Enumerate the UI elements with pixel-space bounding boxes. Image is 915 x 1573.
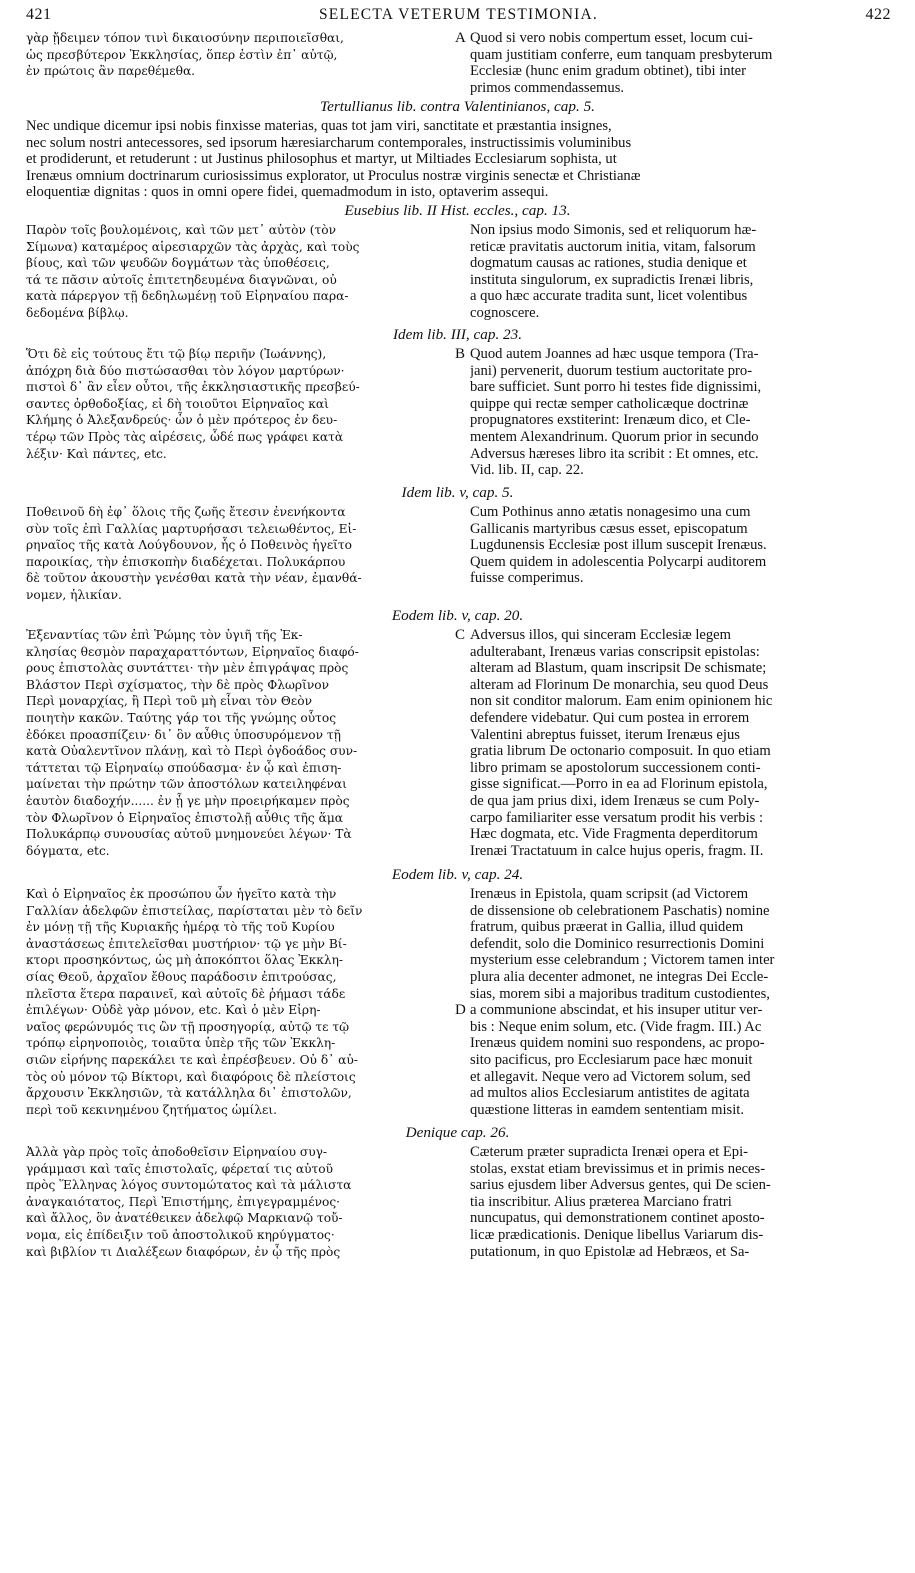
greek-line: τέρῳ τῶν Πρὸς τὰς αἱρέσεις, ὧδέ πως γράφει κατὰ xyxy=(26,429,344,444)
section-heading-eodem-5-20: Eodem lib. v, cap. 20. xyxy=(391,607,524,624)
latin-line: ad multos alios Ecclesiarum antistites de agitata xyxy=(470,1085,750,1102)
latin-line: Irenæus omnium doctrinarum curiosissimus explorator, ut Proculus nostræ virginis senectæ et Christianæ xyxy=(26,167,641,184)
greek-line: πιστοὶ δ᾽ ἂν εἶεν οὗτοι, τῆς ἐκκλησιαστικῆς πρεσβεύ- xyxy=(26,380,360,395)
greek-line: γράμμασι καὶ ταῖς ἐπιστολαῖς, φέρεταί τις αὐτοῦ xyxy=(26,1161,334,1176)
latin-column xyxy=(470,222,894,322)
greek-line: ρους ἐπιστολὰς συντάττει· τὴν μὲν ἐπιγράψας πρὸς xyxy=(26,661,349,676)
latin-line: nec solum nostri antecessores, sed ipsorum hæresiarcharum contemporales, instructissimis voluminibus xyxy=(26,134,632,151)
latin-line: sito pacificus, pro Ecclesiarum pace hæc monuit xyxy=(470,1051,753,1068)
greek-column xyxy=(26,886,454,1118)
greek-line: ἄρχουσιν Ἐκκλησιῶν, τὰ κατάλληλα δι᾽ ἐπιστολῶν, xyxy=(26,1086,352,1101)
greek-line: βίους, καὶ τῶν ψευδῶν δογμάτων τὰς ὑποθέσεις, xyxy=(26,256,330,271)
greek-line: ἀπόχρη διὰ δύο πιστώσασθαι τὸν λόγον μαρτύρων· xyxy=(26,363,345,378)
greek-line: ἐπιλέγων· Οὐδὲ γὰρ μόνον, etc. Καὶ ὁ μὲν Εἰρη- xyxy=(26,1003,321,1018)
latin-line: putationum, in quo Epistolæ ad Hebræos, et Sa- xyxy=(470,1243,750,1260)
greek-line: Περὶ μοναρχίας, ἢ Περὶ τοῦ μὴ εἶναι τὸν Θεὸν xyxy=(26,694,312,709)
greek-line: περὶ τοῦ κεκινημένου ζητήματος ὡμίλει. xyxy=(26,1102,278,1117)
latin-line: bis : Neque enim solum, etc. (Vide fragm. III.) Ac xyxy=(470,1018,762,1035)
latin-line: Ecclesiæ (hunc enim gradum obtinet), tibi inter xyxy=(470,63,746,80)
running-title: SELECTA VETERUM TESTIMONIA. xyxy=(318,6,598,23)
greek-line: Παρὸν τοῖς βουλομένοις, καὶ τῶν μετ᾽ αὐτὸν (τὸν xyxy=(26,223,337,237)
latin-line: cognoscere. xyxy=(470,304,540,321)
latin-line: de qua jam prius dixi, idem Irenæus se cum Poly- xyxy=(470,792,760,809)
latin-line: propugnatores exstiterint: Irenæum dico, et Cle- xyxy=(470,412,751,429)
latin-line: gratia librum De octonario composuit. In quo etiam xyxy=(470,743,771,760)
latin-line: non sit conditor malorum. Eam enim opinionem hic xyxy=(470,693,773,710)
greek-line: ναῖος φερώνυμός τις ὢν τῇ προσηγορίᾳ, αὐτῷ τε τῷ xyxy=(26,1019,350,1034)
greek-line: δόγματα, etc. xyxy=(26,843,110,858)
latin-column xyxy=(470,886,894,1118)
latin-line: et allegavit. Neque vero ad Victorem solum, sed xyxy=(470,1068,751,1085)
latin-line: quam justitiam conferre, eum tanquam presbyterum xyxy=(470,46,773,63)
latin-line: Gallicanis martyribus cæsus esset, episcopatum xyxy=(470,520,748,537)
greek-line: καὶ ἄλλος, ὃν ἀνατέθεικεν ἀδελφῷ Μαρκιανῷ τοὔ- xyxy=(26,1211,343,1226)
latin-line: defendere videbatur. Qui cum postea in errorem xyxy=(470,709,750,726)
latin-line: carpo familiariter esse versatum prodit his verbis : xyxy=(470,809,764,826)
greek-line: κλησίας θεσμὸν παραχαραττόντων, Εἰρηναῖος διαφό- xyxy=(26,644,359,659)
latin-line: Irenæus quidem nomini suo respondens, ac propo- xyxy=(470,1035,765,1052)
latin-line: Quod si vero nobis compertum esset, locum cui- xyxy=(470,30,753,46)
greek-line: ἐδόκει προασπίζειν· δι᾽ ὃν αὖθις ὑποσυρόμενον τῇ xyxy=(26,727,341,742)
latin-line: adulterabant, Irenæus varias conscripsit epistolas: xyxy=(470,643,760,660)
greek-line: νομεν, ἡλικίαν. xyxy=(26,587,122,602)
latin-line: primos commendassemus. xyxy=(470,79,625,96)
latin-line: Irenæus in Epistola, quam scripsit (ad Victorem xyxy=(470,886,749,902)
intro-greek-column xyxy=(26,30,454,80)
greek-line: καὶ βιβλίον τι Διαλέξεων διαφόρων, ἐν ᾧ τῆς πρὸς xyxy=(26,1244,341,1259)
greek-line: Ποθεινοῦ δὴ ἐφ᾽ ὅλοις τῆς ζωῆς ἔτεσιν ἐνενήκοντα xyxy=(26,505,346,519)
greek-line: ποιητὴν κακῶν. Ταύτης γάρ τοι τῆς γνώμης οὗτος xyxy=(26,710,337,725)
latin-line: quæstione litteras in eamdem sententiam misit. xyxy=(470,1101,744,1118)
margin-letter-b: B xyxy=(455,346,466,362)
greek-line: Κλήμης ὁ Ἀλεξανδρεύς· ὧν ὁ μὲν πρότερος ἐν δευ- xyxy=(26,413,338,428)
latin-line: Quod autem Joannes ad hæc usque tempora (Tra- xyxy=(470,346,759,362)
latin-line: Vid. lib. II, cap. 22. xyxy=(470,462,584,479)
greek-line: τὸν Φλωρῖνον ὁ Εἰρηναῖος ἐπιστολῇ αὖθις τῆς ἅμα xyxy=(26,810,344,825)
greek-line: σὺν τοῖς ἐπὶ Γαλλίας μαρτυρήσασι τελειωθέντος, Εἰ- xyxy=(26,521,357,536)
greek-line: σιῶν εἰρήνης παρεκάλει τε καὶ ἐπρέσβευεν. Οὐ δ᾽ αὐ- xyxy=(26,1052,358,1067)
greek-line: δεδομένα βίβλῳ. xyxy=(26,305,129,320)
margin-letter-d: D xyxy=(455,1002,466,1018)
latin-line: eloquentiæ dignitas : quos in omni opere fidei, quemadmodum in isto, optaverim assequi. xyxy=(26,184,549,201)
latin-line: Cum Pothinus anno ætatis nonagesimo una cum xyxy=(470,504,751,520)
latin-line: et prodiderunt, et retuderunt : ut Justinus philosophus et martyr, ut Miltiades Ecclesiarum sophista, ut xyxy=(26,151,617,168)
greek-line: τρόπῳ εἰρηνοποιὸς, τοιαῦτα ὑπὲρ τῆς τῶν Ἐκκλη- xyxy=(26,1036,336,1051)
greek-line: ρηναῖος τῆς κατὰ Λούγδουνον, ἧς ὁ Ποθεινὸς ἡγεῖτο xyxy=(26,538,352,553)
latin-line: sarius ejusdem liber Adversus gentes, qui De scien- xyxy=(470,1177,771,1194)
greek-line: ἐν μόνῃ τῇ τῆς Κυριακῆς ἡμέρᾳ τὸ τῆς τοῦ Κυρίου xyxy=(26,920,335,935)
greek-line: παροικίας, τὴν ἐπισκοπὴν διαδέχεται. Πολυκάρπου xyxy=(26,554,346,569)
latin-column xyxy=(470,346,894,479)
latin-line: Valentini abreptus fuisset, iterum Irenæus ejus xyxy=(470,726,740,743)
latin-line: licæ prædicationis. Denique libellus Variarum dis- xyxy=(470,1226,764,1243)
greek-line: Ὅτι δὲ εἰς τούτους ἔτι τῷ βίῳ περιῆν (Ἰωάννης), xyxy=(26,347,327,361)
section-heading-tertullian: Tertullianus lib. contra Valentinianos, cap. 5. xyxy=(320,98,595,115)
greek-line: κτορι προσηκόντως, ὡς μὴ ἀποκόπτοι ὅλας Ἐκκλη- xyxy=(26,953,344,968)
greek-line: ἑαυτὸν διαδοχήν...... ἐν ᾗ γε μὴν προειρήκαμεν πρὸς xyxy=(26,793,350,808)
section-heading-denique-26: Denique cap. 26. xyxy=(405,1124,510,1141)
greek-column xyxy=(26,627,454,859)
latin-line: mentem Alexandrinum. Quorum prior in secundo xyxy=(470,428,759,445)
greek-line: τὸς οὐ μόνον τῷ Βίκτορι, καὶ διαφόροις δὲ πλείστοις xyxy=(26,1069,356,1084)
latin-line: sias, morem sibi a majoribus traditum custodientes, xyxy=(470,985,770,1002)
margin-letter-c: C xyxy=(455,627,466,643)
tertullian-paragraph xyxy=(26,118,894,201)
section-heading-idem-3-23: Idem lib. III, cap. 23. xyxy=(392,326,523,343)
latin-line: reticæ pravitatis auctorum initia, vitam, falsorum xyxy=(470,238,756,255)
greek-line: μαίνεται τὴν πρώτην τῶν ἀποστόλων κατειληφέναι xyxy=(26,777,347,792)
section-heading-idem-5-5: Idem lib. v, cap. 5. xyxy=(401,484,514,501)
latin-line: Adversus illos, qui sinceram Ecclesiæ legem xyxy=(470,627,732,643)
latin-line: alteram ad Blastum, quam inscripsit De schismate; xyxy=(470,660,767,677)
latin-line: fratrum, quibus præerat in Gallia, illud quidem xyxy=(470,919,744,936)
latin-line: tia inscribitur. Alius præterea Marciano fratri xyxy=(470,1193,732,1210)
greek-line: κατὰ πάρεργον τῇ δεδηλωμένῃ τοῦ Εἰρηναίου παρα- xyxy=(26,289,349,304)
greek-line: σαντες ὀρθοδοξίας, εἰ δὴ τοιοῦτοι Εἰρηναῖος καὶ xyxy=(26,396,329,411)
greek-line: δὲ τοῦτον ἀκουστὴν γενέσθαι κατὰ τὴν νέαν, ἐμανθά- xyxy=(26,571,362,586)
latin-line: defendit, solo die Dominico resurrectionis Domini xyxy=(470,935,765,952)
greek-line: κατὰ Οὐαλεντῖνον πλάνῃ, καὶ τὸ Περὶ ὀγδοάδος συν- xyxy=(26,744,358,759)
latin-column xyxy=(470,1144,894,1260)
greek-column xyxy=(26,1144,454,1260)
greek-line: ἀναγκαιότατος, Περὶ Ἐπιστήμης, ἐπιγεγραμμένος· xyxy=(26,1194,341,1209)
greek-line: Καὶ ὁ Εἰρηναῖος ἐκ προσώπου ὧν ἡγεῖτο κατὰ τὴν xyxy=(26,887,337,901)
latin-line: a quo hæc accurate tradita sunt, licet volentibus xyxy=(470,288,748,305)
greek-line: Βλάστον Περὶ σχίσματος, τὴν δὲ πρὸς Φλωρῖνον xyxy=(26,677,330,692)
latin-line: Hæc dogmata, etc. Vide Fragmenta deperditorum xyxy=(470,826,758,843)
greek-line: Σίμωνα) καταμέρος αἱρεσιαρχῶν τὰς ἀρχὰς, καὶ τοὺς xyxy=(26,239,360,254)
greek-line: πρὸς Ἕλληνας λόγος συντομώτατος καὶ τὰ μάλιστα xyxy=(26,1178,352,1193)
greek-column xyxy=(26,504,454,604)
intro-latin-column xyxy=(470,30,894,96)
greek-line: νομα, εἰς ἐπίδειξιν τοῦ ἀποστολικοῦ κηρύγματος· xyxy=(26,1227,335,1242)
latin-line: Lugdunensis Ecclesiæ post illum suscepit Irenæus. xyxy=(470,537,767,554)
greek-line: ἀναστάσεως ἐπιτελεῖσθαι μυστήριον· τῷ γε μὴν Βί- xyxy=(26,936,347,951)
greek-line: τά τε πᾶσιν αὐτοῖς ἐπιτετηδευμένα διαγνῶναι, οὐ xyxy=(26,272,337,287)
running-header xyxy=(26,6,891,28)
latin-line: libro primam se apostolorum successionem conti- xyxy=(470,759,761,776)
latin-line: Irenæi Tractatuum in calce hujus operis, fragm. II. xyxy=(470,842,764,859)
latin-line: Nec undique dicemur ipsi nobis finxisse materias, quas tot jam viri, sanctitate et præstantia insignes, xyxy=(26,118,612,134)
latin-line: instituta singulorum, ex supradictis Irenæi libris, xyxy=(470,271,754,288)
latin-line: quippe qui rectæ semper catholicæque doctrinæ xyxy=(470,395,749,412)
page-number-left: 421 xyxy=(26,6,52,23)
latin-line: gisse significat.—Porro in ea ad Florinum epistola, xyxy=(470,776,768,793)
latin-line: de dissensione ob celebrationem Paschatis) nomine xyxy=(470,902,770,919)
latin-line: mysterium esse celebrandum ; Victorem tamen inter xyxy=(470,952,775,969)
greek-column xyxy=(26,346,454,462)
latin-line: jani) pervenerit, duorum testium auctoritate pro- xyxy=(470,362,753,379)
latin-line: bare sufficiet. Sunt porro hi testes fide dignissimi, xyxy=(470,379,762,396)
latin-line: plura alia decenter admonet, ne integras Dei Eccle- xyxy=(470,968,769,985)
greek-line: Γαλλίαν ἀδελφῶν ἐπιστείλας, παρίσταται μὲν τὸ δεῖν xyxy=(26,903,363,918)
margin-letter-a: A xyxy=(455,30,466,46)
greek-line: λέξιν· Καὶ πάντες, etc. xyxy=(26,446,167,461)
page-number-right: 422 xyxy=(865,6,891,23)
latin-line: a communione abscindat, et his insuper utitur ver- xyxy=(470,1002,763,1019)
greek-line: Πολυκάρπῳ συνουσίας αὐτοῦ μνημονεύει λέγων· Τὰ xyxy=(26,827,352,842)
latin-line: dogmatum causas ac rationes, studia denique et xyxy=(470,255,747,272)
greek-line: γὰρ ᾔδειμεν τόπον τινὶ δικαιοσύνην περιποιεῖσθαι, xyxy=(26,31,344,45)
latin-line: nuncupatus, qui demonstrationem continet aposto- xyxy=(470,1210,765,1227)
greek-column xyxy=(26,222,454,322)
greek-line: Ἐξεναντίας τῶν ἐπὶ Ῥώμης τὸν ὑγιῆ τῆς Ἐκ- xyxy=(26,628,303,642)
section-heading-eusebius-2-13: Eusebius lib. II Hist. eccles., cap. 13. xyxy=(344,202,571,219)
section-heading-eodem-5-24: Eodem lib. v, cap. 24. xyxy=(391,866,524,883)
greek-line: σίας Θεοῦ, ἀρχαῖον ἔθους παράδοσιν ἐπιτρούσας, xyxy=(26,969,337,984)
greek-line: τάττεται τῷ Εἰρηναίῳ σπούδασμα· ἐν ᾧ καὶ ἐπιση- xyxy=(26,760,342,775)
greek-line: ἐν πρώτοις ἂν παρεθέμεθα. xyxy=(26,64,196,79)
latin-line: Cæterum præter supradicta Irenæi opera et Epi- xyxy=(470,1144,749,1160)
greek-line: Ἀλλὰ γὰρ πρὸς τοῖς ἀποδοθεῖσιν Εἰρηναίου συγ- xyxy=(26,1145,328,1159)
latin-line: Non ipsius modo Simonis, sed et reliquorum hæ- xyxy=(470,222,757,238)
greek-line: ὡς πρεσβύτερον Ἐκκλησίας, ὅπερ ἐστὶν ἐπ᾽ αὐτῷ, xyxy=(26,47,338,62)
latin-line it: Adversus hæreses libro ita scribit : Et omnes, etc. xyxy=(470,445,759,462)
latin-line: stolas, exstat etiam brevissimus et in primis neces- xyxy=(470,1160,766,1177)
latin-column xyxy=(470,627,894,859)
latin-line: fuisse comperimus. xyxy=(470,570,584,587)
greek-line: πλεῖστα ἕτερα παραινεῖ, καὶ αὐτοῖς δὲ ῥήμασι τάδε xyxy=(26,986,346,1001)
latin-column xyxy=(470,504,894,587)
latin-line: alteram ad Florinum De monarchia, seu quod Deus xyxy=(470,676,769,693)
latin-line: Quem quidem in adolescentia Polycarpi auditorem xyxy=(470,553,767,570)
